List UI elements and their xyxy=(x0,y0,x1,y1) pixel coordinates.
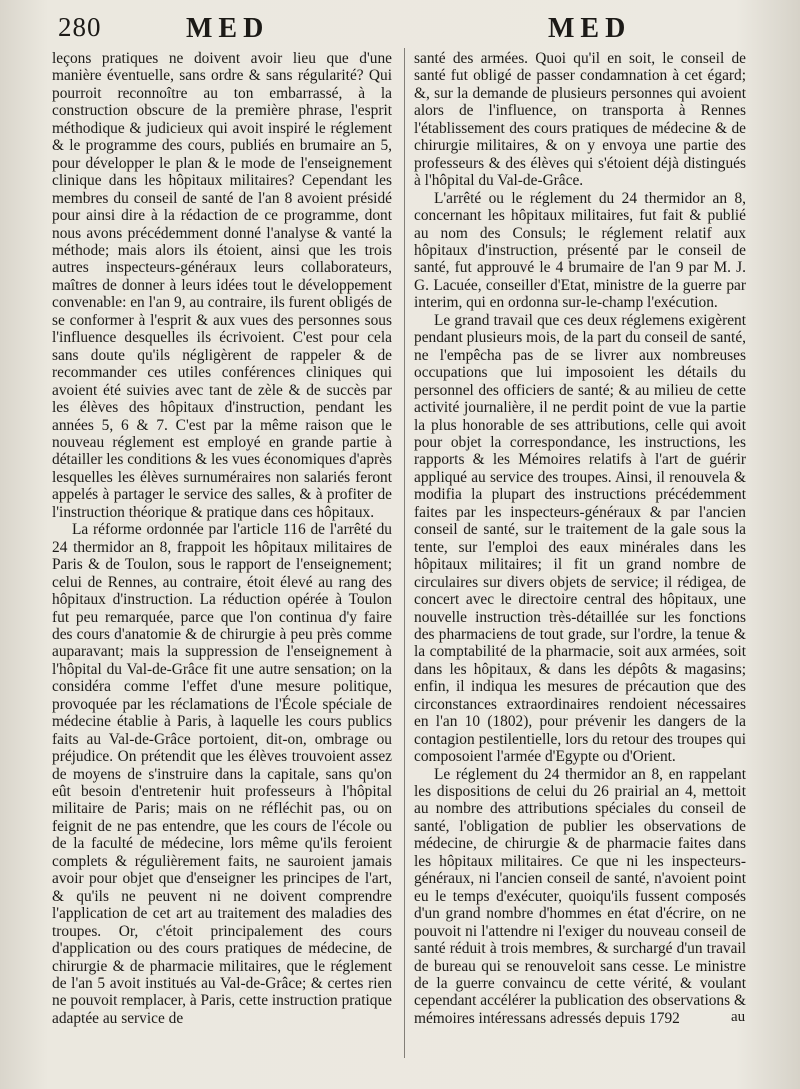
paragraph: leçons pratiques ne doivent avoir lieu que d'une manière éventuelle, sans ordre & sans régularité? Qui pourroit reconnoître au ton embarrassé, à la construction obscure de la première phrase, l'esprit méthodique & judicieux qui avoit inspiré le réglement & le programme des cours, publiés en brumaire an 5, pour développer le plan & le mode de l'enseignement clinique dans les hôpitaux militaires? Cependant les membres du conseil de santé de l'an 8 avoient présidé pour ainsi dire à la rédaction de ce programme, dont nous avons précédemment donné l'analyse & vanté la méthode; mais alors ils étoient, ainsi que les trois autres inspecteurs-généraux leurs collaborateurs, maîtres de donner à leurs idées tout le développement convenable: en l'an 9, au contraire, ils furent obligés de se conformer à l'esprit & aux vues des personnes sous l'influence desquelles ils écrivoient. C'est pour cela sans doute qu'ils négligèrent de rappeler & de recommander ces utiles conférences cliniques qui avoient été suivies avec tant de zèle & de succès par les élèves des hôpitaux d'instruction, pendant les années 5, 6 & 7. C'est par la même raison que le nouveau réglement est employé en grande partie à détailler les conditions & les vues économiques d'après lesquelles les élèves surnuméraires non salariés feront appelés à partager le service des salles, & à profiter de l'instruction théorique & pratique dans ces hôpitaux. xyxy=(52,50,392,521)
page-number: 280 xyxy=(58,12,102,42)
paragraph: santé des armées. Quoi qu'il en soit, le conseil de santé fut obligé de passer condamnation à cet égard; &, sur la demande de plusieurs personnes qui avoient alors de l'influence, on transporta à Rennes l'établissement des cours pratiques de médecine & de chirurgie militaires, & on y envoya une partie des professeurs & des élèves qui s'étoient déjà distingués à l'hôpital du Val-de-Grâce. xyxy=(414,50,746,190)
paragraph: Le réglement du 24 thermidor an 8, en rappelant les dispositions de celui du 26 prairial an 4, mettoit au nombre des attributions spéciales du conseil de santé, l'obligation de publier les observations de médecine, de chirurgie & de pharmacie faites dans les hôpitaux militaires. Ce que ni les inspecteurs-généraux, ni l'ancien conseil de santé, n'avoient point eu le temps d'exécuter, quoiqu'ils fussent composés d'un grand nombre d'hommes en état d'écrire, on ne pouvoit ni l'attendre ni l'exiger du nouveau conseil de santé réduit à trois membres, & surchargé d'un travail de bureau qui se renouveloit sans cesse. Le ministre de la guerre convaincu de cette vérité, & voulant cependant accélérer la publication des observations & mémoires intéressans adressés depuis 1792 xyxy=(414,765,746,1027)
right-column xyxy=(414,50,746,1027)
paragraph: Le grand travail que ces deux réglemens exigèrent pendant plusieurs mois, de la part du conseil de santé, ne l'empêcha pas de se livrer aux nombreuses occupations que lui imposoient les détails du personnel des officiers de santé; & au milieu de cette activité journalière, il ne perdit point de vue la partie la plus honorable de ses attributions, celle qui avoit pour objet la correspondance, les instructions, les rapports & les Mémoires relatifs à l'art de guérir appliqué au service des troupes. Ainsi, il renouvela & modifia la plupart des instructions précédemment faites par les inspecteurs-généraux & par l'ancien conseil de santé, sur le traitement de la gale sous la tente, sur l'emploi des eaux minérales dans les hôpitaux militaires; il fit un grand nombre de circulaires sur divers objets de service; il rédigea, de concert avec le directoire central des hôpitaux, une nouvelle instruction très-détaillée sur les fonctions des pharmaciens de tout grade, sur l'ordre, la tenue & la comptabilité de la pharmacie, soit aux armées, soit dans les hôpitaux, & dans les dépôts & magasins; enfin, il indiqua les mesures de précaution que des circonstances extraordinaires rendoient nécessaires en l'an 10 (1802), pour prévenir les dangers de la contagion pestilentielle, lors du retour des troupes qui composoient l'armée d'Egypte ou d'Orient. xyxy=(414,311,746,766)
paragraph: L'arrêté ou le réglement du 24 thermidor an 8, concernant les hôpitaux militaires, fut fait & publié au nom des Consuls; le réglement relatif aux hôpitaux d'instruction, présenté par le conseil de santé, fut approuvé le 4 brumaire de l'an 9 par M. J. G. Lacuée, conseiller d'Etat, ministre de la guerre par interim, qui en ordonna sur-le-champ l'exécution. xyxy=(414,189,746,312)
running-head-right: MED xyxy=(548,13,632,44)
paragraph: La réforme ordonnée par l'article 116 de l'arrêté du 24 thermidor an 8, frappoit les hôpitaux militaires de Paris & de Toulon, sous le rapport de l'enseignement; celui de Rennes, au contraire, étoit élevé au rang des hôpitaux d'instruction. La réduction opérée à Toulon fut peu remarquée, parce que l'on continua d'y faire des cours d'anatomie & de chirurgie à peu près comme auparavant; mais la suppression de l'enseignement à l'hôpital du Val-de-Grâce fit une autre sensation; on la considéra comme l'effet d'une mesure politique, provoquée par les réclamations de l'École spéciale de médecine établie à Paris, à laquelle les cours publics faits au Val-de-Grâce portoient, dit-on, ombrage ou préjudice. On prétendit que les élèves trouvoient assez de moyens de s'instruire dans la capitale, sans qu'on eût besoin d'entretenir huit professeurs à l'hôpital militaire de Paris; mais on ne réfléchit pas, ou on feignit de ne pas entendre, que les cours de l'école ou de la faculté de médecine, lors même qu'ils feroient complets & régulièrement faits, ne sauroient jamais avoir pour objet que d'enseigner les principes de l'art, & qu'ils ne peuvent ni ne doivent comprendre l'application de cet art au traitement des maladies des troupes. Or, c'étoit principalement des cours d'application ou des cours pratiques de médecine, de chirurgie & de pharmacie militaires, que le réglement de l'an 5 avoit institués au Val-de-Grâce; & certes rien ne pouvoit remplacer, à Paris, cette instruction pratique adaptée au service de xyxy=(52,521,392,1027)
left-column xyxy=(52,50,392,1027)
catchword: au xyxy=(731,1009,746,1025)
column-divider xyxy=(404,48,405,1058)
page-header xyxy=(0,0,800,50)
running-head-left: MED xyxy=(186,13,270,44)
